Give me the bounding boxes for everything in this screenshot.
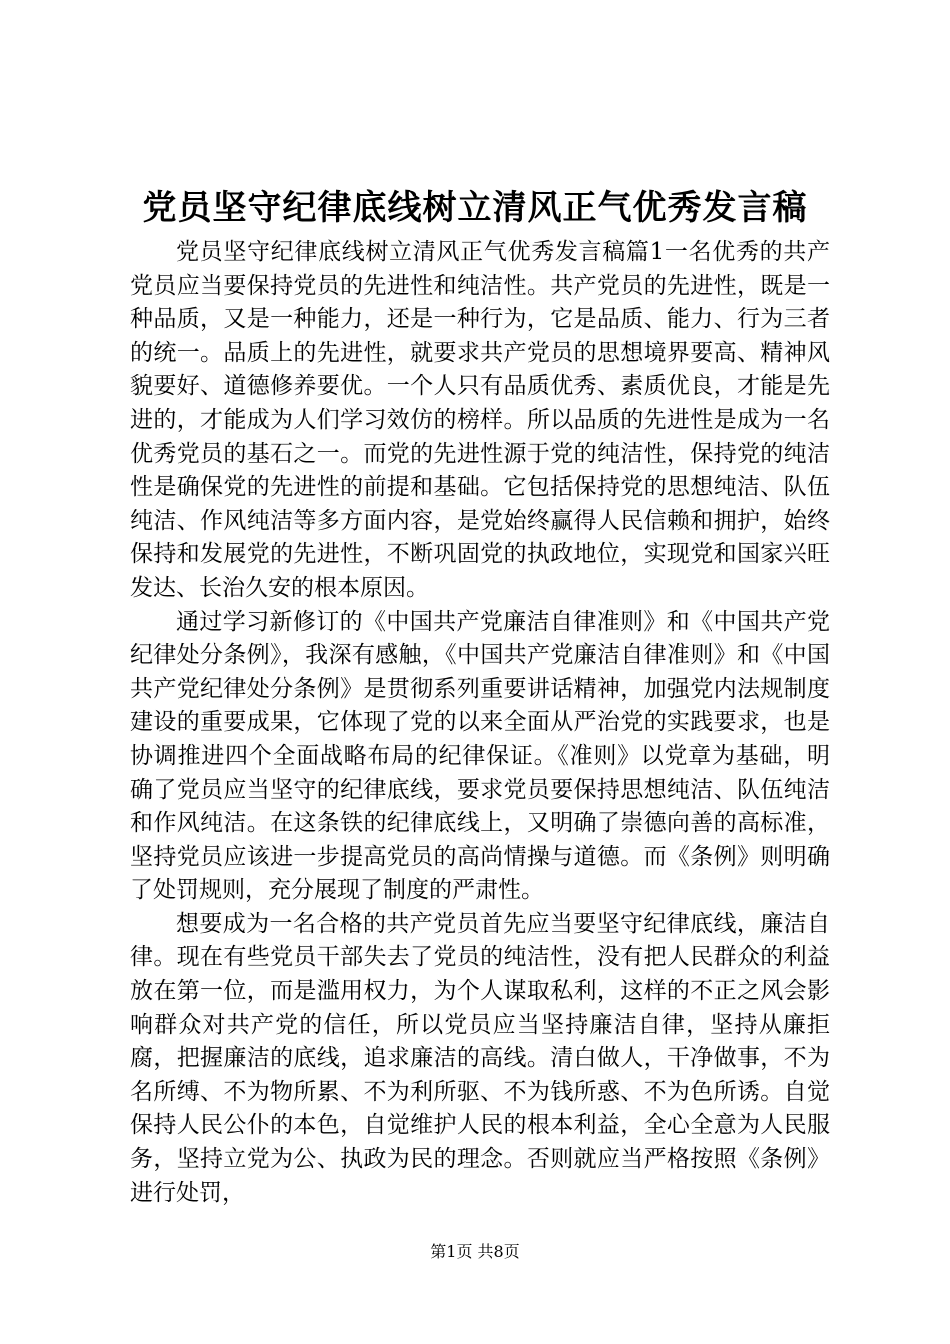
page-footer: 第1页 共8页 [430, 1242, 520, 1261]
document-body [130, 236, 830, 1210]
paragraph-2: 通过学习新修订的《中国共产党廉洁自律准则》和《中国共产党纪律处分条例》，我深有感触，《中国共产党廉洁自律准则》和《中国共产党纪律处分条例》是贯彻系列重要讲话精神，加强党内法规制度建设的重要成果，它体现了党的以来全面从严治党的实践要求，也是协调推进四个全面战略布局的纪律保证。《准则》以党章为基础，明确了党员应当坚守的纪律底线，要求党员要保持思想纯洁、队伍纯洁和作风纯洁。在这条铁的纪律底线上，又明确了崇德向善的高标准，坚持党员应该进一步提高党员的高尚情操与道德。而《条例》则明确了处罚规则，充分展现了制度的严肃性。 [130, 608, 830, 904]
paragraph-3: 想要成为一名合格的共产党员首先应当要坚守纪律底线，廉洁自律。现在有些党员干部失去了党员的纯洁性，没有把人民群众的利益放在第一位，而是滥用权力，为个人谋取私利，这样的不正之风会影响群众对共产党的信任，所以党员应当坚持廉洁自律，坚持从廉拒腐，把握廉洁的底线，追求廉洁的高线。清白做人，干净做事，不为名所缚、不为物所累、不为利所驱、不为钱所惑、不为色所诱。自觉保持人民公仆的本色，自觉维护人民的根本利益，全心全意为人民服务，坚持立党为公、执政为民的理念。否则就应当严格按照《条例》进行处罚， [130, 910, 830, 1206]
paragraph-1: 党员坚守纪律底线树立清风正气优秀发言稿篇1一名优秀的共产党员应当要保持党员的先进性和纯洁性。共产党员的先进性，既是一种品质，又是一种能力，还是一种行为，它是品质、能力、行为三者的统一。品质上的先进性，就要求共产党员的思想境界要高、精神风貌要好、道德修养要优。一个人只有品质优秀、素质优良，才能是先进的，才能成为人们学习效仿的榜样。所以品质的先进性是成为一名优秀党员的基石之一。而党的先进性源于党的纯洁性，保持党的纯洁性是确保党的先进性的前提和基础。它包括保持党的思想纯洁、队伍纯洁、作风纯洁等多方面内容，是党始终赢得人民信赖和拥护，始终保持和发展党的先进性，不断巩固党的执政地位，实现党和国家兴旺发达、长治久安的根本原因。 [130, 239, 830, 601]
page-title: 党员坚守纪律底线树立清风正气优秀发言稿 [142, 188, 808, 228]
